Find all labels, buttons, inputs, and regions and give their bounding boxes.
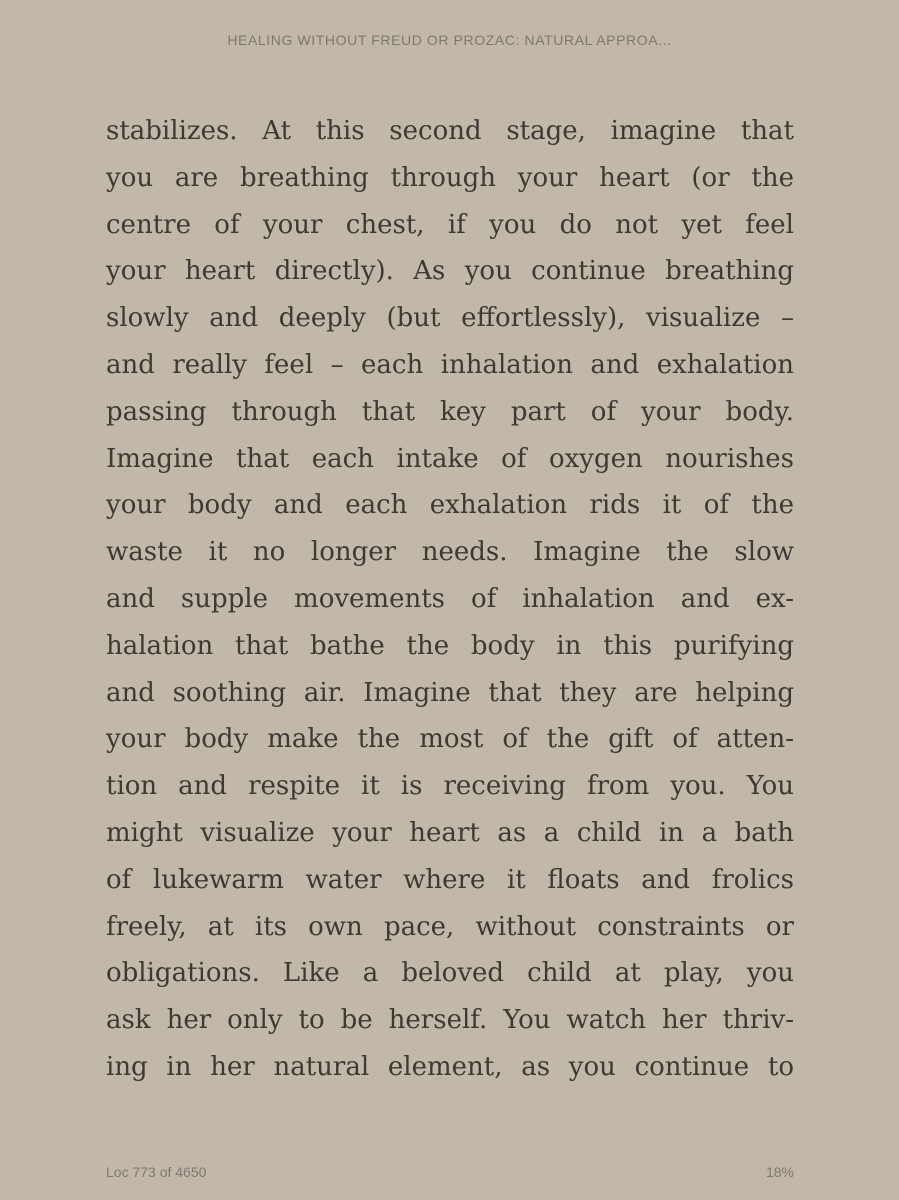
text-line: tion and respite it is receiving from you. You bbox=[106, 771, 794, 802]
text-line: and soothing air. Imagine that they are helping bbox=[106, 677, 794, 708]
text-line: and really feel – each inhalation and exhalation bbox=[106, 349, 794, 380]
text-line: your body make the most of the gift of atten- bbox=[106, 724, 794, 755]
text-line: stabilizes. At this second stage, imagine that bbox=[106, 116, 794, 146]
text-line: waste it no longer needs. Imagine the slow bbox=[106, 537, 794, 568]
text-line: ask her only to be herself. You watch her thriv- bbox=[106, 1005, 794, 1036]
book-title[interactable]: HEALING WITHOUT FREUD OR PROZAC: NATURAL APPROA... bbox=[227, 32, 672, 48]
text-line: of lukewarm water where it floats and frolics bbox=[106, 864, 794, 895]
text-line: ing in her natural element, as you continue to bbox=[106, 1051, 794, 1082]
text-line: centre of your chest, if you do not yet feel bbox=[106, 209, 794, 240]
text-line: your body and each exhalation rids it of the bbox=[106, 490, 794, 521]
text-line: slowly and deeply (but effortlessly), visualize – bbox=[106, 303, 794, 334]
text-line: passing through that key part of your body. bbox=[106, 396, 794, 427]
text-line: Imagine that each intake of oxygen nourishes bbox=[106, 443, 794, 474]
text-line: obligations. Like a beloved child at play, you bbox=[106, 958, 794, 989]
text-line: your heart directly). As you continue breathing bbox=[106, 256, 794, 287]
text-line: you are breathing through your heart (or the bbox=[106, 162, 794, 193]
page-text[interactable] bbox=[106, 108, 794, 1091]
text-line: halation that bathe the body in this purifying bbox=[106, 630, 794, 661]
location-indicator[interactable]: Loc 773 of 4650 bbox=[106, 1164, 207, 1180]
progress-percent[interactable]: 18% bbox=[765, 1164, 794, 1180]
text-line: might visualize your heart as a child in a bath bbox=[106, 817, 794, 848]
text-line: freely, at its own pace, without constraints or bbox=[106, 911, 794, 942]
text-line: and supple movements of inhalation and ex- bbox=[106, 583, 794, 614]
